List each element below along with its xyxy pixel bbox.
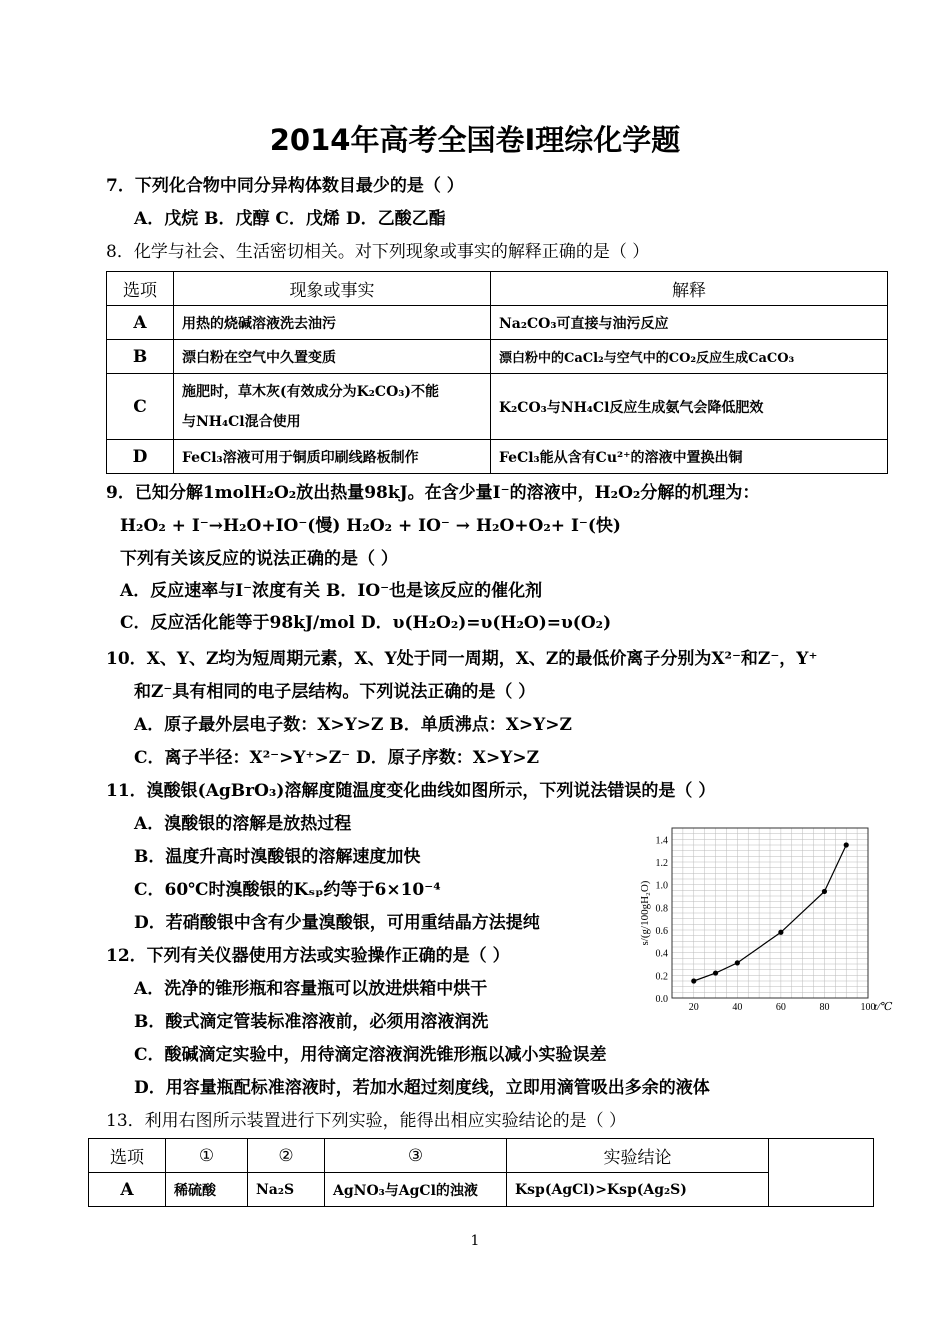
q13-table	[88, 1138, 874, 1207]
q11-option-d: D．若硝酸银中含有少量溴酸银，可用重结晶方法提纯	[134, 913, 540, 933]
q9-stem: 9．已知分解1molH₂O₂放出热量98kJ。在含少量I⁻的溶液中，H₂O₂分解的机理为：	[106, 483, 760, 503]
q11-option-a: A．溴酸银的溶解是放热过程	[134, 814, 352, 834]
q10-options-cd: C．离子半径：X²⁻>Y⁺>Z⁻ D．原子序数：X>Y>Z	[134, 748, 540, 768]
q8-table	[106, 271, 888, 474]
q12-option-b: B．酸式滴定管装标准溶液前，必须用溶液润洗	[134, 1012, 489, 1032]
q8-header-explanation: 解释	[491, 272, 888, 306]
data-point	[844, 842, 849, 847]
x-tick-label: 60	[775, 1002, 786, 1013]
q9-options-ab: A．反应速率与I⁻浓度有关 B．IO⁻也是该反应的催化剂	[120, 581, 543, 601]
q12-option-c: C．酸碱滴定实验中，用待滴定溶液润洗锥形瓶以减小实验误差	[134, 1045, 607, 1065]
page-number: 1	[470, 1233, 480, 1249]
q13-stem: 13．利用右图所示装置进行下列实验，能得出相应实验结论的是（ ）	[106, 1111, 627, 1131]
row-fact: 用热的烧碱溶液洗去油污	[174, 306, 491, 340]
y-tick-label: 0.0	[655, 994, 668, 1005]
q8-header-fact: 现象或事实	[174, 272, 491, 306]
data-point	[713, 970, 718, 975]
q13-blank-cell	[769, 1173, 874, 1207]
table-row	[89, 1173, 874, 1207]
row-option: D	[107, 440, 174, 474]
table-row	[107, 306, 888, 340]
table-row	[107, 440, 888, 474]
row-option: C	[107, 374, 174, 440]
row-option: A	[107, 306, 174, 340]
y-tick-label: 0.4	[655, 948, 668, 960]
y-tick-label: 1.0	[655, 880, 668, 892]
y-tick-label: 1.4	[655, 835, 668, 847]
q13-header-1: ①	[166, 1139, 248, 1173]
row-cell-conclusion: Ksp(AgCl)>Ksp(Ag₂S)	[507, 1173, 769, 1207]
page-title: 2014年高考全国卷I理综化学题	[269, 123, 681, 157]
x-tick-label: 20	[688, 1002, 699, 1013]
q13-header-3: ③	[325, 1139, 507, 1173]
q13-header-conclusion: 实验结论	[507, 1139, 769, 1173]
q12-option-d: D．用容量瓶配标准溶液时，若加水超过刻度线，立即用滴管吸出多余的液体	[134, 1078, 710, 1098]
q9-options-cd: C．反应活化能等于98kJ/mol D．υ(H₂O₂)=υ(H₂O)=υ(O₂)	[120, 613, 612, 633]
q11-stem: 11．溴酸银(AgBrO₃)溶解度随温度变化曲线如图所示，下列说法错误的是（ ）	[106, 781, 716, 801]
data-point	[735, 960, 740, 965]
q7-options: A．戊烷 B．戊醇 C．戊烯 D．乙酸乙酯	[134, 209, 446, 229]
row-explanation: FeCl₃能从含有Cu²⁺的溶液中置换出铜	[491, 440, 888, 474]
row-cell-2: Na₂S	[248, 1173, 325, 1207]
data-point	[691, 978, 696, 983]
x-axis-label: t/℃	[874, 1001, 893, 1013]
solubility-chart	[636, 820, 896, 1020]
y-tick-label: 0.8	[655, 903, 668, 915]
q10-options-ab: A．原子最外层电子数：X>Y>Z B．单质沸点：X>Y>Z	[134, 715, 572, 735]
q13-header-2: ②	[248, 1139, 325, 1173]
row-option: A	[89, 1173, 166, 1207]
q12-option-a: A．洗净的锥形瓶和容量瓶可以放进烘箱中烘干	[134, 979, 488, 999]
y-axis-label: s/(g/100gH₂O)	[639, 880, 651, 946]
x-tick-label: 40	[732, 1002, 743, 1013]
row-fact-line2: 与NH₄Cl混合使用	[182, 413, 301, 430]
row-cell-1: 稀硫酸	[166, 1173, 248, 1207]
q11-option-c: C．60℃时溴酸银的Kₛₚ约等于6×10⁻⁴	[134, 880, 441, 900]
x-tick-label: 100	[860, 1002, 876, 1013]
row-fact-line1: 施肥时，草木灰(有效成分为K₂CO₃)不能	[182, 383, 440, 400]
q10-stem: 10．X、Y、Z均为短周期元素，X、Y处于同一周期，X、Z的最低价离子分别为X²⁻和Z⁻，Y⁺	[106, 649, 818, 669]
x-tick-label: 80	[819, 1002, 830, 1013]
q9-question: 下列有关该反应的说法正确的是（ ）	[120, 549, 398, 569]
y-tick-label: 0.2	[655, 971, 668, 983]
y-tick-label: 1.2	[655, 858, 668, 869]
row-fact: FeCl₃溶液可用于铜质印刷线路板制作	[174, 440, 491, 474]
row-cell-3: AgNO₃与AgCl的浊液	[325, 1173, 507, 1207]
row-explanation: 漂白粉中的CaCl₂与空气中的CO₂反应生成CaCO₃	[491, 340, 888, 374]
row-option: B	[107, 340, 174, 374]
q13-blank-cell	[769, 1139, 874, 1173]
q10-stem2: 和Z⁻具有相同的电子层结构。下列说法正确的是（ ）	[134, 682, 536, 702]
row-fact	[174, 374, 491, 440]
q9-mechanism: H₂O₂ + I⁻→H₂O+IO⁻(慢) H₂O₂ + IO⁻ → H₂O+O₂+ I⁻(快)	[120, 516, 621, 536]
q8-header-option: 选项	[107, 272, 174, 306]
q12-stem: 12．下列有关仪器使用方法或实验操作正确的是（ ）	[106, 946, 510, 966]
y-tick-label: 0.6	[655, 926, 668, 937]
table-row	[107, 374, 888, 440]
row-explanation: K₂CO₃与NH₄Cl反应生成氨气会降低肥效	[491, 374, 888, 440]
q8-stem: 8．化学与社会、生活密切相关。对下列现象或事实的解释正确的是（ ）	[106, 242, 650, 262]
data-point	[778, 930, 783, 935]
row-explanation: Na₂CO₃可直接与油污反应	[491, 306, 888, 340]
q13-header-option: 选项	[89, 1139, 166, 1173]
q11-option-b: B．温度升高时溴酸银的溶解速度加快	[134, 847, 421, 867]
row-fact: 漂白粉在空气中久置变质	[174, 340, 491, 374]
table-row	[107, 340, 888, 374]
data-point	[822, 889, 827, 894]
q7-stem: 7．下列化合物中同分异构体数目最少的是（ ）	[106, 176, 464, 196]
